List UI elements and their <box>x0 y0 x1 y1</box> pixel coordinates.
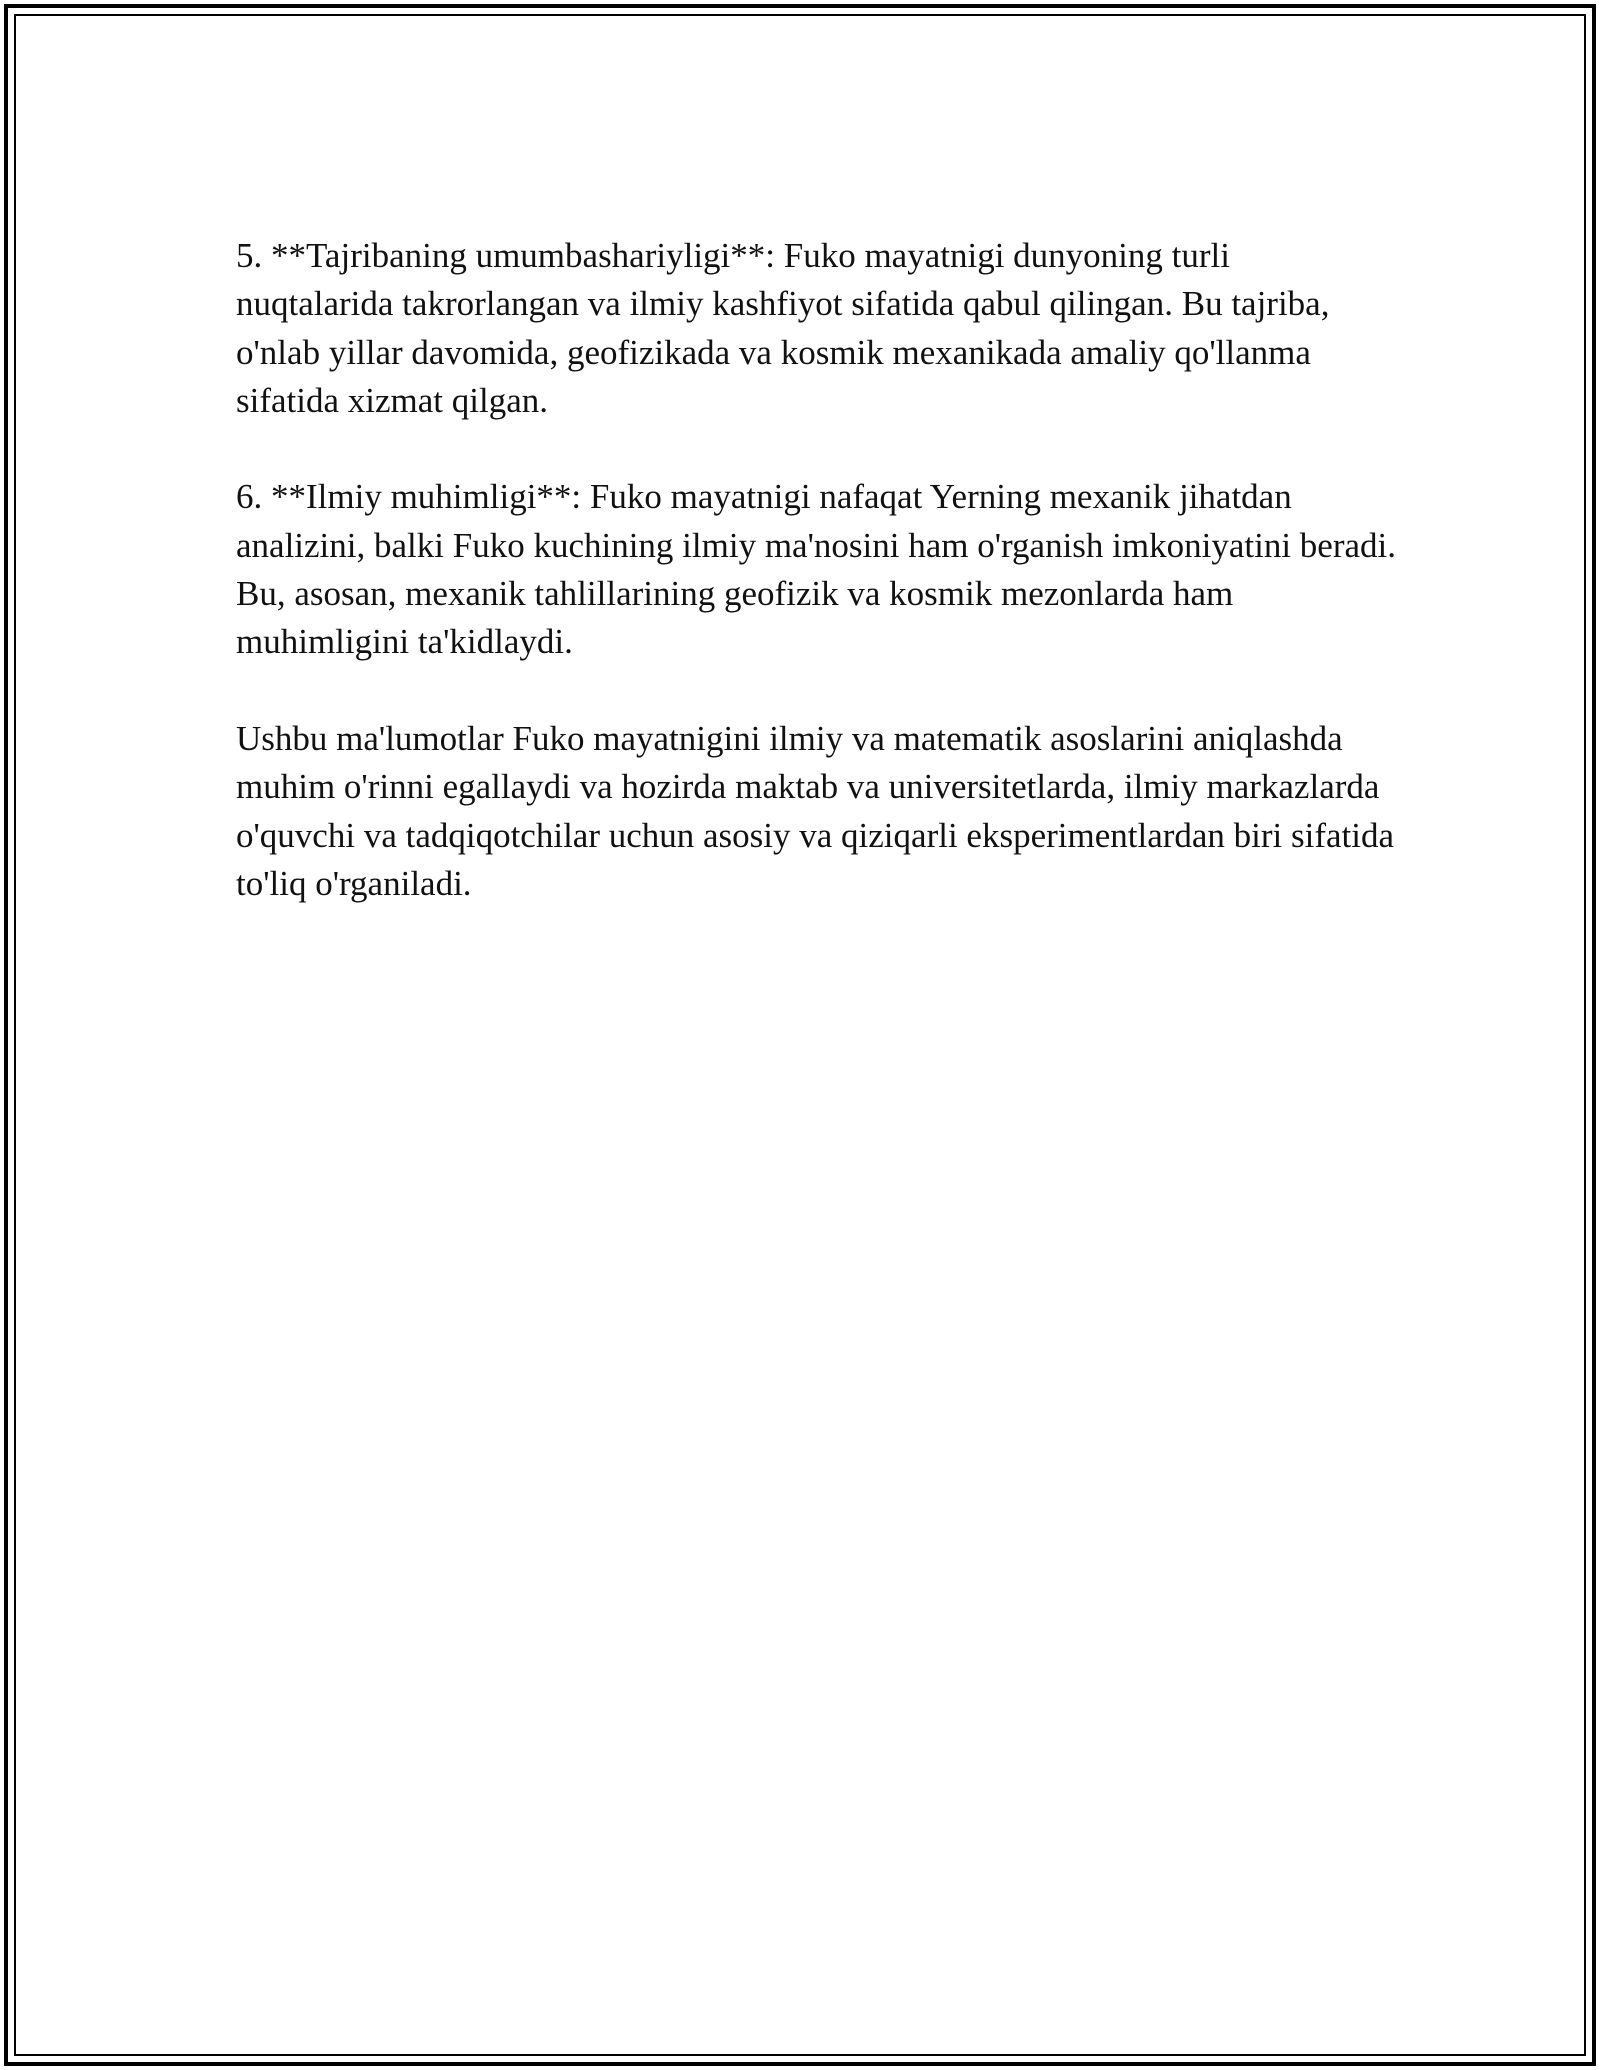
document-body <box>236 232 1396 956</box>
paragraph-scientific-importance: 6. **Ilmiy muhimligi**: Fuko mayatnigi nafaqat Yerning mexanik jihatdan analizini, balki Fuko kuchining ilmiy ma'nosini ham o'rganish imkoniyatini beradi. Bu, asosan, mexanik tahlillarining geofizik va kosmik mezonlarda ham muhimligini ta'kidlaydi. <box>236 477 1397 662</box>
paragraph-conclusion: Ushbu ma'lumotlar Fuko mayatnigini ilmiy va matematik asoslarini aniqlashda muhim o'rinni egallaydi va hozirda maktab va universitetlarda, ilmiy markazlarda o'quvchi va tadqiqotchilar uchun asosiy va qiziqarli eksperimentlardan biri sifatida to'liq o'rganiladi. <box>236 718 1395 903</box>
paragraph-universality: 5. **Tajribaning umumbashariyligi**: Fuko mayatnigi dunyoning turli nuqtalarida takrorlangan va ilmiy kashfiyot sifatida qabul qilingan. Bu tajriba, o'nlab yillar davomida, geofizikada va kosmik mexanikada amaliy qo'llanma sifatida xizmat qilgan. <box>236 236 1330 420</box>
